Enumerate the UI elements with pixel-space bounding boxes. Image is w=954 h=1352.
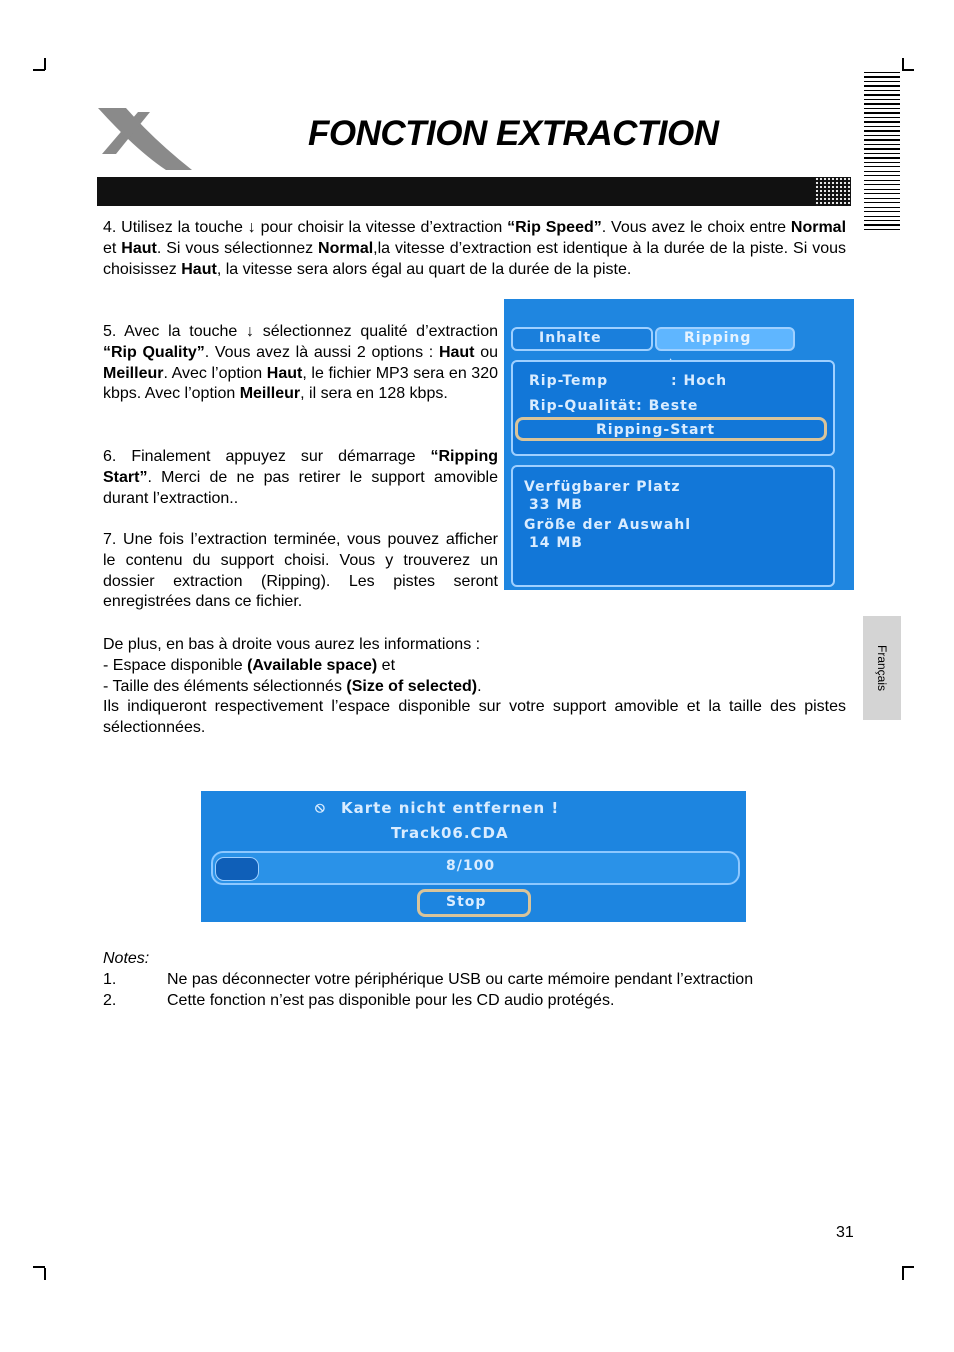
text: . Vous avez là aussi 2 options : [204, 343, 439, 361]
text: , il sera en 128 kbps. [300, 385, 448, 403]
osd-progress-dialog [201, 791, 746, 922]
rip-quality-row[interactable]: Rip-Qualität: Beste [529, 398, 699, 414]
crop-mark [902, 69, 914, 71]
bold-text: Haut [438, 343, 475, 361]
text: ou [474, 343, 499, 361]
stop-label: Stop [446, 894, 487, 910]
header-bar-dots [815, 177, 851, 206]
decorative-stripes [864, 72, 900, 233]
bold-text: “Rip Speed” [507, 219, 602, 236]
text: . Avec l’option [163, 364, 267, 382]
text: . Merci de ne pas retirer le support amovible durant l’extraction.. [103, 468, 498, 507]
text: 4. Utilisez la touche ↓ pour choisir la vitesse d’extraction [103, 219, 508, 236]
bold-text: Meilleur [103, 364, 164, 382]
bold-text: “Ripping Start” [103, 448, 498, 486]
bold-text: Haut [266, 364, 303, 382]
ripping-start-label: Ripping-Start [596, 422, 716, 438]
paragraph-step-6 [103, 447, 498, 509]
note-number: 2. [103, 992, 117, 1009]
crop-mark [902, 1268, 904, 1280]
track-name: Track06.CDA [391, 824, 509, 842]
bold-text: Haut [121, 239, 157, 257]
tab-inhalte-label: Inhalte [539, 330, 602, 346]
text: - Espace disponible [103, 656, 248, 674]
page-number: 31 [836, 1224, 854, 1241]
rip-temp-value[interactable]: : Hoch [671, 373, 728, 389]
progress-fill [215, 857, 259, 881]
note-item [103, 969, 116, 990]
bold-text: Meilleur [239, 385, 301, 403]
text: 5. Avec la touche ↓ sélectionnez qualité d’extraction [103, 323, 498, 340]
paragraph-step-4 [103, 218, 846, 280]
available-space-value: 33 MB [529, 497, 583, 513]
bold-text: Normal [790, 219, 847, 236]
note-item [103, 990, 116, 1011]
text-line: Ils indiqueront respectivement l’espace disponible sur votre support amovible et la taille des pistes sélectionnées. [103, 698, 846, 737]
note-text: Ne pas déconnecter votre périphérique USB ou carte mémoire pendant l’extraction [167, 971, 754, 988]
no-entry-icon: ⦸ [315, 798, 326, 816]
bold-text: “Rip Quality” [103, 343, 205, 361]
text-line [103, 656, 846, 677]
text: et [103, 239, 122, 257]
progress-text: 8/100 [446, 858, 496, 874]
crop-mark [902, 1266, 914, 1268]
bold-text: Normal [318, 239, 374, 257]
selection-size-value: 14 MB [529, 535, 583, 551]
language-label: Français [875, 644, 889, 692]
text: . Vous avez le choix entre [601, 219, 791, 236]
text: 6. Finalement appuyez sur démarrage [103, 448, 431, 465]
crop-mark [33, 1266, 45, 1268]
paragraph-info [103, 635, 846, 739]
selection-size-label: Größe der Auswahl [524, 517, 692, 533]
paragraph-step-7 [103, 530, 498, 613]
rip-temp-label: Rip-Temp [529, 373, 609, 389]
bold-text: Haut [181, 260, 217, 278]
warning-text: Karte nicht entfernen ! [341, 799, 560, 817]
text-line [103, 677, 846, 698]
crop-mark [33, 69, 45, 71]
page-title: FONCTION EXTRACTION [308, 114, 719, 153]
crop-mark [44, 1268, 46, 1280]
x-logo-icon [96, 106, 194, 172]
bold-text: (Size of selected) [346, 677, 478, 695]
osd-ripping-menu [504, 299, 854, 590]
header-bar [97, 177, 851, 206]
note-text: Cette fonction n’est pas disponible pour les CD audio protégés. [167, 992, 615, 1009]
language-side-tab [863, 616, 901, 720]
text: ,la vitesse d’extraction est identique à la durée de la piste. Si vous choisissez [103, 239, 847, 278]
bold-text: (Available space) [247, 656, 378, 674]
text: , le fichier MP3 sera en 320 kbps. Avec l’option [103, 364, 499, 403]
note-number: 1. [103, 971, 117, 988]
text: - Taille des éléments sélectionnés [103, 677, 347, 695]
paragraph-step-5 [103, 322, 498, 405]
text-line: De plus, en bas à droite vous aurez les informations : [103, 636, 481, 653]
text: , la vitesse sera alors égal au quart de la durée de la piste. [216, 260, 632, 278]
tab-ripping-label: Ripping [684, 330, 752, 346]
text: . [477, 677, 482, 695]
notes-heading: Notes: [103, 950, 150, 967]
text: et [377, 656, 396, 674]
available-space-label: Verfügbarer Platz [524, 479, 681, 495]
text: . Si vous sélectionnez [156, 239, 319, 257]
text: 7. Une fois l’extraction terminée, vous pouvez afficher le contenu du support choisi. Vous y trouverez un dossier extraction (Ripping). Les pistes seront enregistrées dans ce fichier. [103, 531, 498, 611]
